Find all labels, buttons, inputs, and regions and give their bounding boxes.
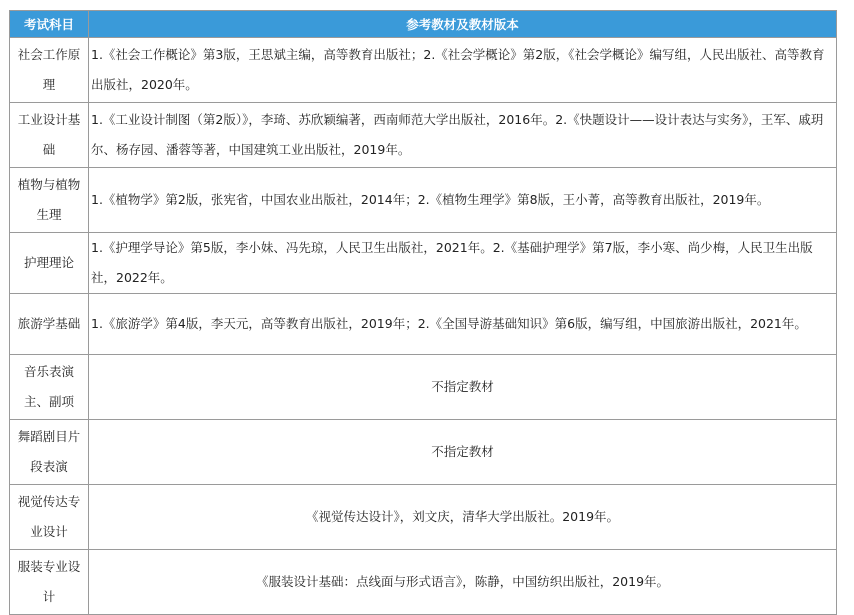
reference-cell: 不指定教材 xyxy=(89,420,837,485)
table-row xyxy=(10,550,837,615)
reference-cell: 《视觉传达设计》，刘文庆，清华大学出版社。2019年。 xyxy=(89,485,837,550)
reference-cell: 不指定教材 xyxy=(89,355,837,420)
table-row xyxy=(10,168,837,233)
subject-cell: 旅游学基础 xyxy=(10,294,89,355)
header-subject: 考试科目 xyxy=(10,11,89,38)
subject-cell: 植物与植物生理 xyxy=(10,168,89,233)
table-body xyxy=(10,38,837,615)
reference-cell: 1.《护理学导论》第5版，李小妹、冯先琼，人民卫生出版社，2021年。2.《基础护理学》第7版，李小寒、尚少梅，人民卫生出版社，2022年。 xyxy=(89,233,837,294)
subject-cell: 护理理论 xyxy=(10,233,89,294)
subject-cell: 工业设计基础 xyxy=(10,103,89,168)
table-row xyxy=(10,294,837,355)
textbook-table-container xyxy=(9,10,836,615)
textbook-table xyxy=(9,10,837,615)
header-reference: 参考教材及教材版本 xyxy=(89,11,837,38)
subject-cell: 视觉传达专业设计 xyxy=(10,485,89,550)
table-header-row xyxy=(10,11,837,38)
table-row xyxy=(10,355,837,420)
subject-cell: 舞蹈剧目片段表演 xyxy=(10,420,89,485)
table-row xyxy=(10,420,837,485)
reference-cell: 1.《旅游学》第4版，李天元，高等教育出版社，2019年；2.《全国导游基础知识》第6版，编写组，中国旅游出版社，2021年。 xyxy=(89,294,837,355)
reference-cell: 1.《工业设计制图（第2版）》，李琦、苏欣颖编著，西南师范大学出版社，2016年。2.《快题设计——设计表达与实务》，王军、戚玥尔、杨存园、潘蓉等著，中国建筑工业出版社，2019年。 xyxy=(89,103,837,168)
reference-cell: 1.《社会工作概论》第3版，王思斌主编，高等教育出版社；2.《社会学概论》第2版，《社会学概论》编写组，人民出版社、高等教育出版社，2020年。 xyxy=(89,38,837,103)
reference-cell: 1.《植物学》第2版，张宪省，中国农业出版社，2014年；2.《植物生理学》第8版，王小菁，高等教育出版社，2019年。 xyxy=(89,168,837,233)
table-row xyxy=(10,38,837,103)
subject-cell: 音乐表演主、副项 xyxy=(10,355,89,420)
table-row xyxy=(10,103,837,168)
table-row xyxy=(10,233,837,294)
table-row xyxy=(10,485,837,550)
subject-cell: 服装专业设计 xyxy=(10,550,89,615)
subject-cell: 社会工作原理 xyxy=(10,38,89,103)
reference-cell: 《服装设计基础：点线面与形式语言》，陈静，中国纺织出版社，2019年。 xyxy=(89,550,837,615)
